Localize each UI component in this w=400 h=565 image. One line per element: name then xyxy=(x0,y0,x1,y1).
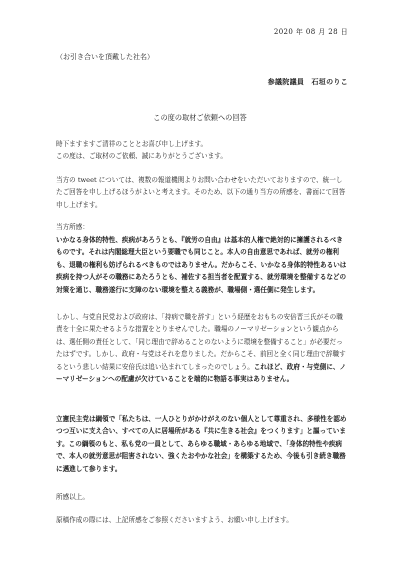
paragraph-right-to-work: いかなる身体的特性、疾病があろうとも、『就労の自由』は基本的人権で絶対的に擁護されるべきものです。それは内閣総理大臣という要職でも同じこと。本人の自由意思であれば、就労の権利も、退職の権利も妨げられるべきものではありません。だからこそ、いかなる身体的特性あるいは疾病を持つ人がその職務にあたろうとも、補佐する担当者を配置する、就労環境を整備するなどの対策を通じ、職務遂行に支障のない環境を整える義務が、職場側・選任側に発生します。 xyxy=(56,236,347,294)
document-date: 2020 年 08 月 28 日 xyxy=(273,28,348,36)
sender-name: 参議院議員 石垣のりこ xyxy=(267,77,348,86)
intro-paragraph: 当方の tweet については、複数の報道機関よりお問い合わせをいただいておりますので、統一したご回答を申し上げるほうがよいと考えます。そのため、以下の通り当方の所感を、書面にて回答申し上げます。 xyxy=(56,176,346,209)
paragraph-party-platform: 立憲民主党は綱領で「私たちは、一人ひとりがかけがえのない個人として尊重され、多様性を認めつつ互いに支え合い、すべての人に居場所がある『共に生きる社会』をつくります」と謳っています。この綱領のもと、私も党の一員として、あらゆる職域・あらゆる地域で、「身体的特性や疾病で、本人の就労意思が阻害されない、強くたおやかな社会」を構築するため、今後も引き続き職務に邁進して参ります。 xyxy=(56,415,347,473)
recipient-name: （お引き合いを頂戴した社名） xyxy=(56,53,154,61)
section-heading: 当方所感： xyxy=(56,223,89,231)
document-title: この度の取材ご依頼への回答 xyxy=(153,113,247,122)
paragraph-government-response-emphasis: これほど、政府・与党側に、ノーマリゼーションへの配慮が欠けていることを端的に物語る事実はありません。 xyxy=(56,362,347,384)
paragraph-government-response-text: しかし、与党自民党および政府は、「持病で職を辞す」という経歴をおもちの安倍晋三氏がその職責を十全に果たせるような措置をとりませんでした。職場のノーマリゼーションという観点からは、選任側の責任として、「同じ理由で辞めることのないように環境を整備すること」が必要だったはずです。しかし、政府・与党はそれを怠りました。だからこそ、前回と全く同じ理由で辞職するという悲しい結果に安倍氏は追い込まれてしまったのでしょう。 xyxy=(56,313,346,371)
greeting-paragraph: 時下ますますご清祥のこととお喜び申し上げます。 この度は、ご取材のご依頼、誠にありがとうございます。 xyxy=(56,140,227,161)
footer-request: 原稿作成の際には、上記所感をご参照くださいますよう、お願い申し上げます。 xyxy=(56,516,293,524)
paragraph-government-response xyxy=(56,311,347,385)
closing-line: 所感以上。 xyxy=(56,493,89,501)
